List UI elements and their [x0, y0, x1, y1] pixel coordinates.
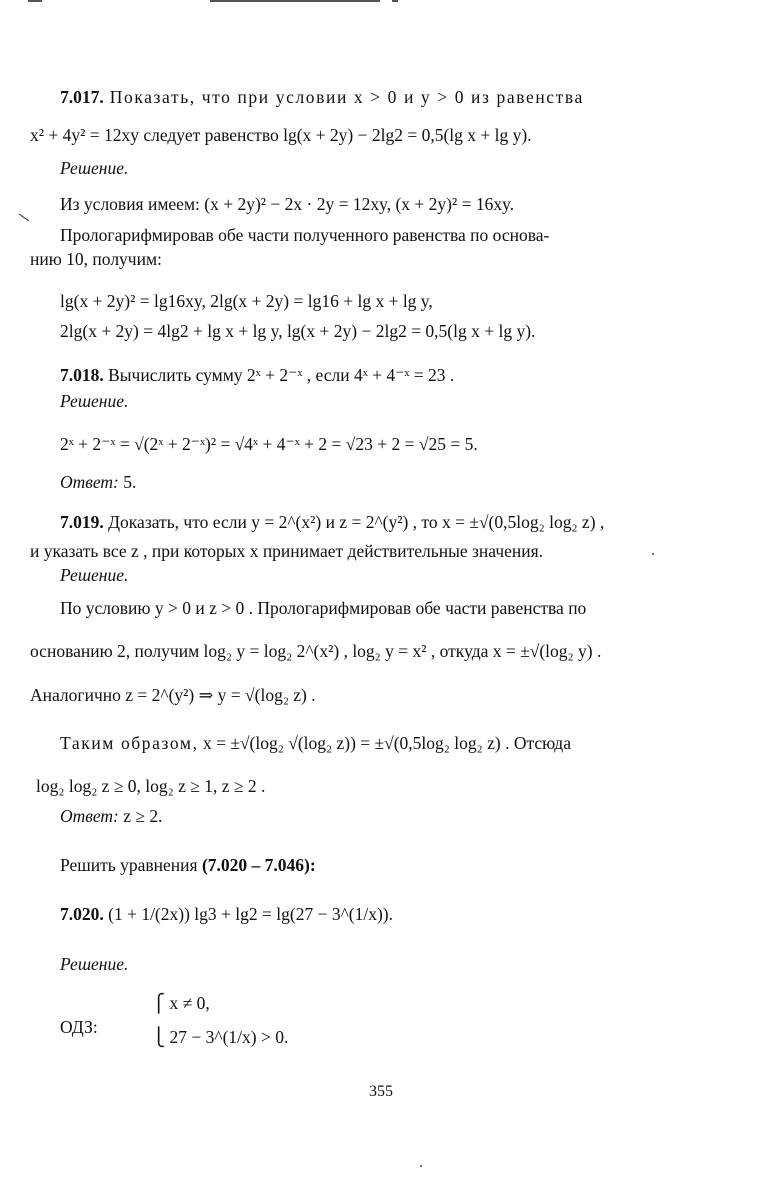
text-line-l02: [30, 124, 762, 146]
text-line-l18: [30, 684, 762, 706]
text-run: нию 10, получим:: [30, 249, 162, 269]
text-run: Решение.: [60, 391, 129, 411]
text-run: 5.: [118, 472, 137, 492]
text-run: 2ˣ + 2⁻ˣ = √(2ˣ + 2⁻ˣ)² = √4ˣ + 4⁻ˣ + 2 = √23 + 2 = √25 = 5.: [60, 434, 478, 454]
text-line-l27: [152, 1026, 762, 1048]
text-run: и указать все z , при которых x принимает действительные значения.: [30, 541, 544, 561]
text-line-l10: [60, 390, 762, 412]
text-run: Таким образом,: [60, 733, 199, 753]
text-run: Решение.: [60, 565, 129, 585]
text-line-l22: [60, 854, 762, 876]
text-line-l17: [30, 640, 762, 662]
scan-speck: [420, 1165, 422, 1167]
text-run: основанию 2, получим log₂ y = log₂ 2^(x²) , log₂ y = x² , откуда x = ±√(log₂ y) .: [30, 641, 602, 661]
text-line-l12: [60, 471, 762, 493]
text-line-l03: [60, 157, 762, 179]
text-run: Решить уравнения: [60, 855, 202, 875]
text-run: По условию y > 0 и z > 0 . Прологарифмировав обе части равенства по: [60, 598, 587, 618]
text-run: Вычислить сумму 2ˣ + 2⁻ˣ , если 4ˣ + 4⁻ˣ = 23 .: [103, 365, 455, 385]
margin-tick-mark: [19, 214, 29, 222]
text-run: log₂ log₂ z ≥ 0, log₂ z ≥ 1, z ≥ 2 .: [36, 776, 266, 796]
text-line-l23: [60, 903, 762, 925]
text-run: Ответ:: [60, 806, 119, 826]
text-run: Решение.: [60, 954, 129, 974]
text-run: ⎩ 27 − 3^(1/x) > 0.: [152, 1027, 289, 1047]
text-line-l11: [60, 433, 762, 455]
text-run: lg(x + 2y)² = lg16xy, 2lg(x + 2y) = lg16 + lg x + lg y,: [60, 291, 433, 311]
text-run: z ≥ 2.: [118, 806, 163, 826]
text-run: (7.020 – 7.046):: [201, 855, 316, 875]
text-line-l21: [60, 805, 762, 827]
text-line-l09: [60, 364, 762, 386]
text-line-l15: [60, 564, 762, 586]
text-line-l16: [60, 597, 762, 619]
text-run: x = ±√(log₂ √(log₂ z)) = ±√(0,5log₂ log₂ z) . Отсюда: [198, 733, 571, 753]
text-run: Аналогично z = 2^(y²) ⇒ y = √(log₂ z) .: [30, 685, 316, 705]
scan-top-marks: [0, 0, 762, 4]
text-line-l14: [30, 540, 762, 562]
text-line-l05: [60, 224, 762, 246]
text-line-l06: [30, 248, 762, 270]
text-run: Показать, что при условии x > 0 и y > 0 из равенства: [103, 87, 584, 107]
text-run: Из условия имеем: (x + 2y)² − 2x · 2y = 12xy, (x + 2y)² = 16xy.: [60, 194, 515, 214]
text-run: 7.019.: [60, 512, 104, 532]
text-run: 7.017.: [60, 87, 104, 107]
text-run: Решение.: [60, 158, 129, 178]
text-line-l26: [152, 992, 762, 1014]
text-line-l08: [60, 320, 762, 342]
text-run: 7.018.: [60, 365, 104, 385]
text-line-l04: [60, 193, 762, 215]
text-run: Ответ:: [60, 472, 119, 492]
page-number: 355: [369, 1083, 393, 1100]
text-line-l19: [60, 732, 762, 754]
text-run: 7.020.: [60, 904, 104, 924]
text-run: Прологарифмировав обе части полученного равенства по основа-: [60, 225, 550, 245]
text-run: x² + 4y² = 12xy следует равенство lg(x + 2y) − 2lg2 = 0,5(lg x + lg y).: [30, 125, 532, 145]
text-run: ⎧ x ≠ 0,: [152, 993, 210, 1013]
text-run: ОДЗ:: [60, 1017, 98, 1037]
text-line-l20: [36, 775, 762, 797]
text-run: Доказать, что если y = 2^(x²) и z = 2^(y²) , то x = ±√(0,5log₂ log₂ z) ,: [103, 512, 605, 532]
text-line-l24: [60, 953, 762, 975]
text-line-l13: [60, 511, 762, 533]
text-run: 2lg(x + 2y) = 4lg2 + lg x + lg y, lg(x + 2y) − 2lg2 = 0,5(lg x + lg y).: [60, 321, 536, 341]
text-run: (1 + 1/(2x)) lg3 + lg2 = lg(27 − 3^(1/x)).: [103, 904, 393, 924]
text-line-l01: [60, 86, 762, 108]
text-line-l07: [60, 290, 762, 312]
